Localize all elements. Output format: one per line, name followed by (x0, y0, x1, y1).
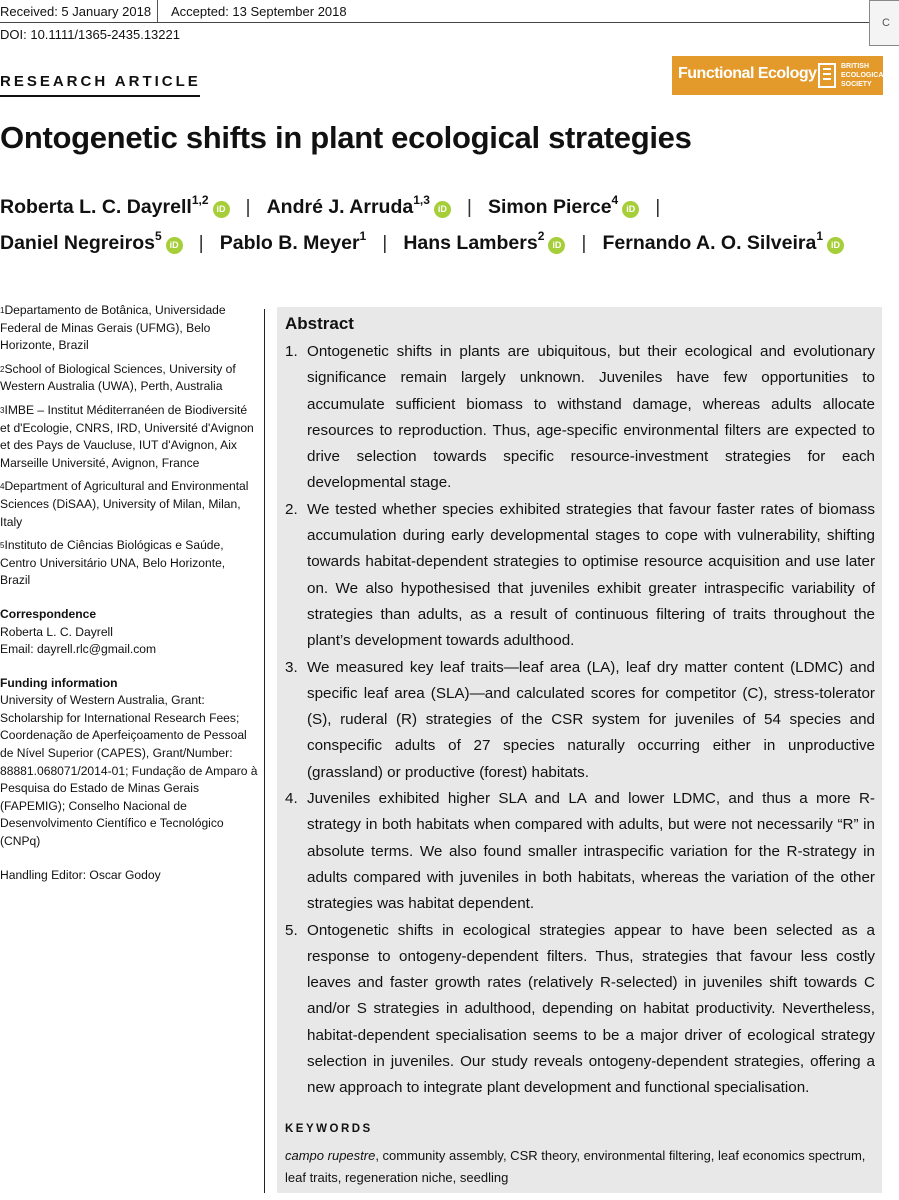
journal-name: Functional Ecology (678, 65, 817, 82)
affiliation: $^4$Department of Agricultural and Environmental Sciences (DiSAA), University of Milan, Milan, Italy (0, 479, 249, 529)
accepted-date: Accepted: 13 September 2018 (171, 4, 347, 19)
author[interactable]: Fernando A. O. Silveira$^1$iD (602, 232, 844, 255)
correspondence-heading: Correspondence (0, 606, 97, 621)
abstract-item: 2. We tested whether species exhibited strategies that favour faster rates of biomass accumulation during early developmental stages to cope with vulnerability, shifting towards habitat-dependent strategies to optimise resource acquisition and use later on. We also hypothesised that juveniles exhibit greater intraspecific variability of strategies than adults, as a result of continuous filtering of traits throughout the plant’s development towards adulthood. (285, 500, 875, 650)
keywords-rest: , community assembly, CSR theory, environmental filtering, leaf economics spectrum, leaf traits, regeneration niche, seedling (285, 1148, 866, 1185)
article-type-underline (0, 95, 200, 97)
abstract-heading: Abstract (285, 314, 354, 333)
author-separator: | (581, 232, 587, 254)
sidebar-info (0, 302, 258, 884)
author[interactable]: Daniel Negreiros$^5$iD (0, 232, 183, 255)
author[interactable]: Roberta L. C. Dayrell$^{1,2}$iD (0, 196, 230, 219)
keywords-heading: KEYWORDS (285, 1123, 373, 1135)
society-logo-icon (818, 63, 836, 88)
abstract-item: 1. Ontogenetic shifts in plants are ubiquitous, but their ecological and evolutionary significance remain largely unknown. Juveniles have few opportunities to accumulate sufficient biomass to withstand damage, whereas adults allocate resources to reproduction. Thus, age-specific environmental filters are expected to drive selection towards specific resource-investment strategies for each developmental stage. (285, 343, 875, 492)
funding-heading: Funding information (0, 675, 118, 690)
handling-editor: Handling Editor: Oscar Godoy (0, 867, 161, 882)
author[interactable]: André J. Arruda$^{1,3}$iD (267, 196, 451, 219)
orcid-icon[interactable]: iD (827, 237, 844, 254)
journal-logo (672, 56, 888, 95)
author-separator: | (655, 196, 661, 218)
article-title: Ontogenetic shifts in plant ecological strategies (0, 120, 692, 155)
affiliation: $^5$Instituto de Ciências Biológicas e Saúde, Centro Universitário UNA, Belo Horizonte, Brazil (0, 538, 226, 588)
society-name: BRITISH ECOLOGICAL SOCIETY (841, 63, 888, 88)
correspondence (0, 606, 258, 659)
author[interactable]: Pablo B. Meyer$^1$ (219, 229, 367, 254)
doi: DOI: 10.1111/1365-2435.13221 (0, 27, 180, 42)
author-line (0, 229, 844, 255)
affiliation: $^2$School of Biological Sciences, University of Western Australia (UWA), Perth, Australia (0, 361, 236, 394)
funding-information (0, 675, 258, 851)
orcid-icon[interactable]: iD (548, 237, 565, 254)
correspondence-name: Roberta L. C. Dayrell (0, 624, 113, 639)
orcid-icon[interactable]: iD (434, 201, 451, 218)
header-rule (0, 22, 870, 23)
corner-button[interactable]: C (869, 0, 899, 46)
author[interactable]: Simon Pierce$^4$iD (488, 196, 639, 219)
affiliation: $^1$Departamento de Botânica, Universidade Federal de Minas Gerais (UFMG), Belo Horizonte, Brazil (0, 303, 226, 353)
orcid-icon[interactable]: iD (166, 237, 183, 254)
author-separator: | (382, 232, 388, 254)
keyword-italic: campo rupestre (285, 1148, 376, 1163)
affiliation: $^3$IMBE – Institut Méditerranéen de Biodiversité et d'Ecologie, CNRS, IRD, Université d'Avignon et des Pays de Vaucluse, IUT d'Avignon, Aix Marseille Université, Avignon, France (0, 402, 254, 470)
column-divider (264, 309, 265, 1193)
orcid-icon[interactable]: iD (622, 201, 639, 218)
correspondence-email[interactable]: Email: dayrell.rlc@gmail.com (0, 642, 157, 657)
abstract-box (277, 307, 882, 1193)
abstract-item: 4. Juveniles exhibited higher SLA and LA and lower LDMC, and thus a more R-strategy in both habitats when compared with adults, but were not necessarily “R” in absolute terms. We also found smaller intraspecific variation for the R-strategy in adults compared with juveniles in both habitats, whereas the variation of the other strategies was habitat dependent. (285, 790, 875, 913)
abstract-item: 3. We measured key leaf traits—leaf area (LA), leaf dry matter content (LDMC) and specific leaf area (SLA)—and calculated scores for competitor (C), stress-tolerator (S), ruderal (R) strategies of the CSR system for juveniles of 54 species and conspecific adults of 27 species naturally occurring either in unproductive (grassland) or productive (forest) habitats. (285, 658, 875, 781)
article-type: RESEARCH ARTICLE (0, 73, 201, 90)
author-separator: | (245, 196, 251, 218)
author[interactable]: Hans Lambers$^2$iD (403, 232, 565, 255)
keywords-list (285, 1145, 875, 1188)
author-separator: | (198, 232, 204, 254)
abstract-item: 5. Ontogenetic shifts in ecological strategies appear to have been selected as a response to ontogeny-dependent filters. Thus, strategies that favour less costly leaves and faster growth rates (relatively R-selected) in juveniles shift towards C and/or S strategies in adulthood, depending on habitat productivity. Nevertheless, habitat-dependent specialisation seems to be a major driver of ecological strategy selection in juveniles. Our study reveals ontogeny-dependent strategies, offering a new approach to integrate plant development and functional specialisation. (285, 921, 875, 1097)
author-separator: | (466, 196, 472, 218)
received-date: Received: 5 January 2018 (0, 4, 152, 19)
abstract-list (285, 339, 875, 1102)
orcid-icon[interactable]: iD (213, 201, 230, 218)
date-divider (157, 0, 158, 22)
funding-text: University of Western Australia, Grant: Scholarship for International Research Fees; Coordenação de Aperfeiçoamento de Pessoal de Nível Superior (CAPES), Grant/Number: 88881.068071/2014-01; Fundação de Amparo à Pesquisa do Estado de Minas Gerais (FAPEMIG); Conselho Nacional de Desenvolvimento Científico e Tecnológico (CNPq) (0, 693, 258, 849)
author-line (0, 193, 676, 219)
